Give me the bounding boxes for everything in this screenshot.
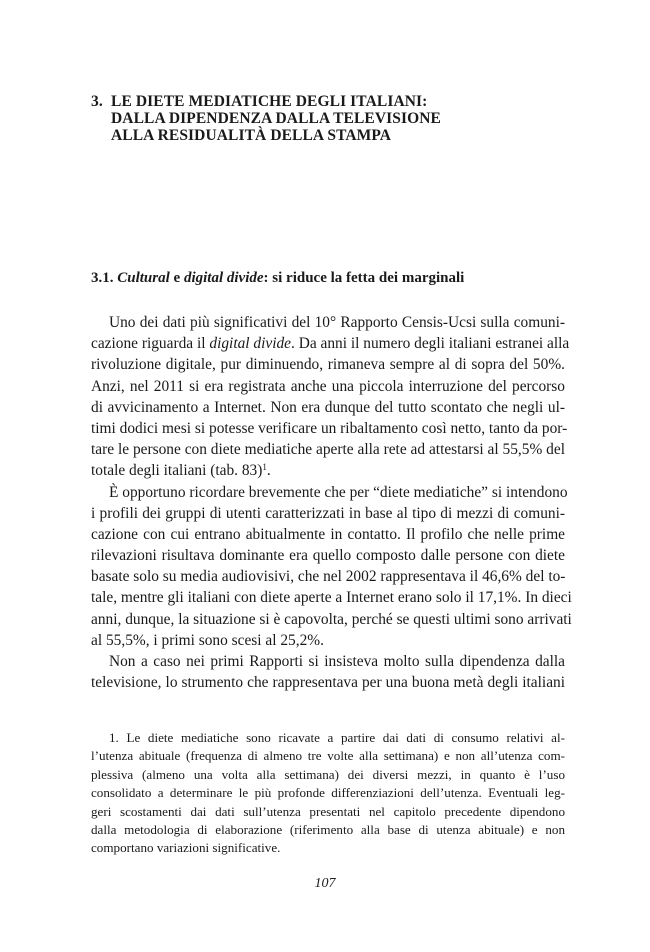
text-line: di avvicinamento a Internet. Non era dunque del tutto scontato che negli ul-: [91, 398, 565, 416]
text-line: tale, mentre gli italiani con diete aperte a Internet erano solo il 17,1%. In dieci: [91, 589, 572, 607]
section-title-text: : si riduce la fetta dei marginali: [263, 270, 465, 286]
chapter-heading: [91, 93, 551, 144]
chapter-title: [111, 93, 551, 144]
text-span: cazione riguarda il: [91, 335, 210, 353]
section-number: 3.1.: [91, 270, 114, 286]
text-line: Anzi, nel 2011 si era registrata anche una piccola interruzione del percorso: [91, 377, 565, 395]
footnote-line: 1. Le diete mediatiche sono ricavate a partire dai dati di consumo relativi al-: [109, 730, 565, 745]
footnote-line: comportano variazioni significative.: [91, 840, 281, 856]
text-line: Uno dei dati più significativi del 10° Rapporto Censis-Ucsi sulla comuni-: [109, 314, 565, 331]
page-number: 107: [314, 876, 336, 891]
section-heading: [91, 270, 464, 287]
body-text: [91, 312, 572, 693]
text-line: televisione, lo strumento che rappresentava per una buona metà degli italiani: [91, 674, 565, 692]
text-span: totale degli italiani (tab. 83): [91, 462, 263, 480]
footnote-line: plessiva (almeno una volta alla settimana) dei diversi mezzi, in quanto è l’uso: [91, 766, 565, 782]
text-line: al 55,5%, i primi sono scesi al 25,2%.: [91, 631, 324, 649]
text-line: rilevazioni risultava dominante era quello composto dalle persone con diete: [91, 547, 565, 565]
footnote: [91, 729, 565, 858]
text-span: . Da anni il numero degli italiani estranei alla: [291, 335, 570, 353]
footnote-line: l’utenza abituale (frequenza di almeno tre volte alla settimana) e non all’utenza com-: [91, 748, 565, 764]
text-line: timi dodici mesi si potesse verificare un ribaltamento così netto, tanto da por-: [91, 419, 568, 437]
text-line: Non a caso nei primi Rapporti si insisteva molto sulla dipendenza dalla: [109, 653, 565, 670]
footnote-line: consolidato a determinare le più profonde differenziazioni dell’utenza. Eventuali leg-: [91, 785, 565, 801]
chapter-title-line: ALLA RESIDUALITÀ DELLA STAMPA: [111, 127, 392, 144]
text-line: [91, 333, 570, 354]
section-title-italic: digital divide: [183, 270, 264, 286]
chapter-title-line: DALLA DIPENDENZA DALLA TELEVISIONE: [111, 110, 441, 127]
text-line: [91, 460, 565, 481]
text-line: rivoluzione digitale, pur diminuendo, rimaneva sempre al di sopra del 50%.: [91, 356, 565, 374]
text-line: i profili dei gruppi di utenti caratterizzati in base al tipo di mezzi di comuni-: [91, 504, 565, 522]
text-line: anni, dunque, la situazione si è capovolta, perché se questi ultimi sono arrivati: [91, 610, 572, 628]
section-title-text: e: [169, 270, 184, 286]
text-span: .: [266, 462, 271, 480]
footnote-reference[interactable]: 1: [262, 462, 267, 473]
emphasis-text: digital divide: [209, 335, 292, 353]
text-line: cazione con cui entrano abitualmente in contatto. Il profilo che nelle prime: [91, 525, 565, 543]
chapter-number: 3.: [91, 93, 103, 110]
text-line: tare le persone con diete mediatiche aperte alla rete ad attestarsi al 55,5% del: [91, 441, 565, 459]
footnote-line: dalla metodologia di elaborazione (riferimento alla base di utenza abituale) e non: [91, 821, 565, 837]
text-line: basate solo su media audiovisivi, che nel 2002 rappresentava il 46,6% del to-: [91, 568, 566, 586]
footnote-line: geri scostamenti dai dati sull’utenza presentati nel capitolo precedente dipendono: [91, 803, 565, 819]
chapter-title-line: LE DIETE MEDIATICHE DEGLI ITALIANI:: [111, 93, 428, 110]
text-line: È opportuno ricordare brevemente che per “diete mediatiche” si intendono: [109, 483, 568, 501]
section-title-italic: Cultural: [117, 270, 170, 286]
